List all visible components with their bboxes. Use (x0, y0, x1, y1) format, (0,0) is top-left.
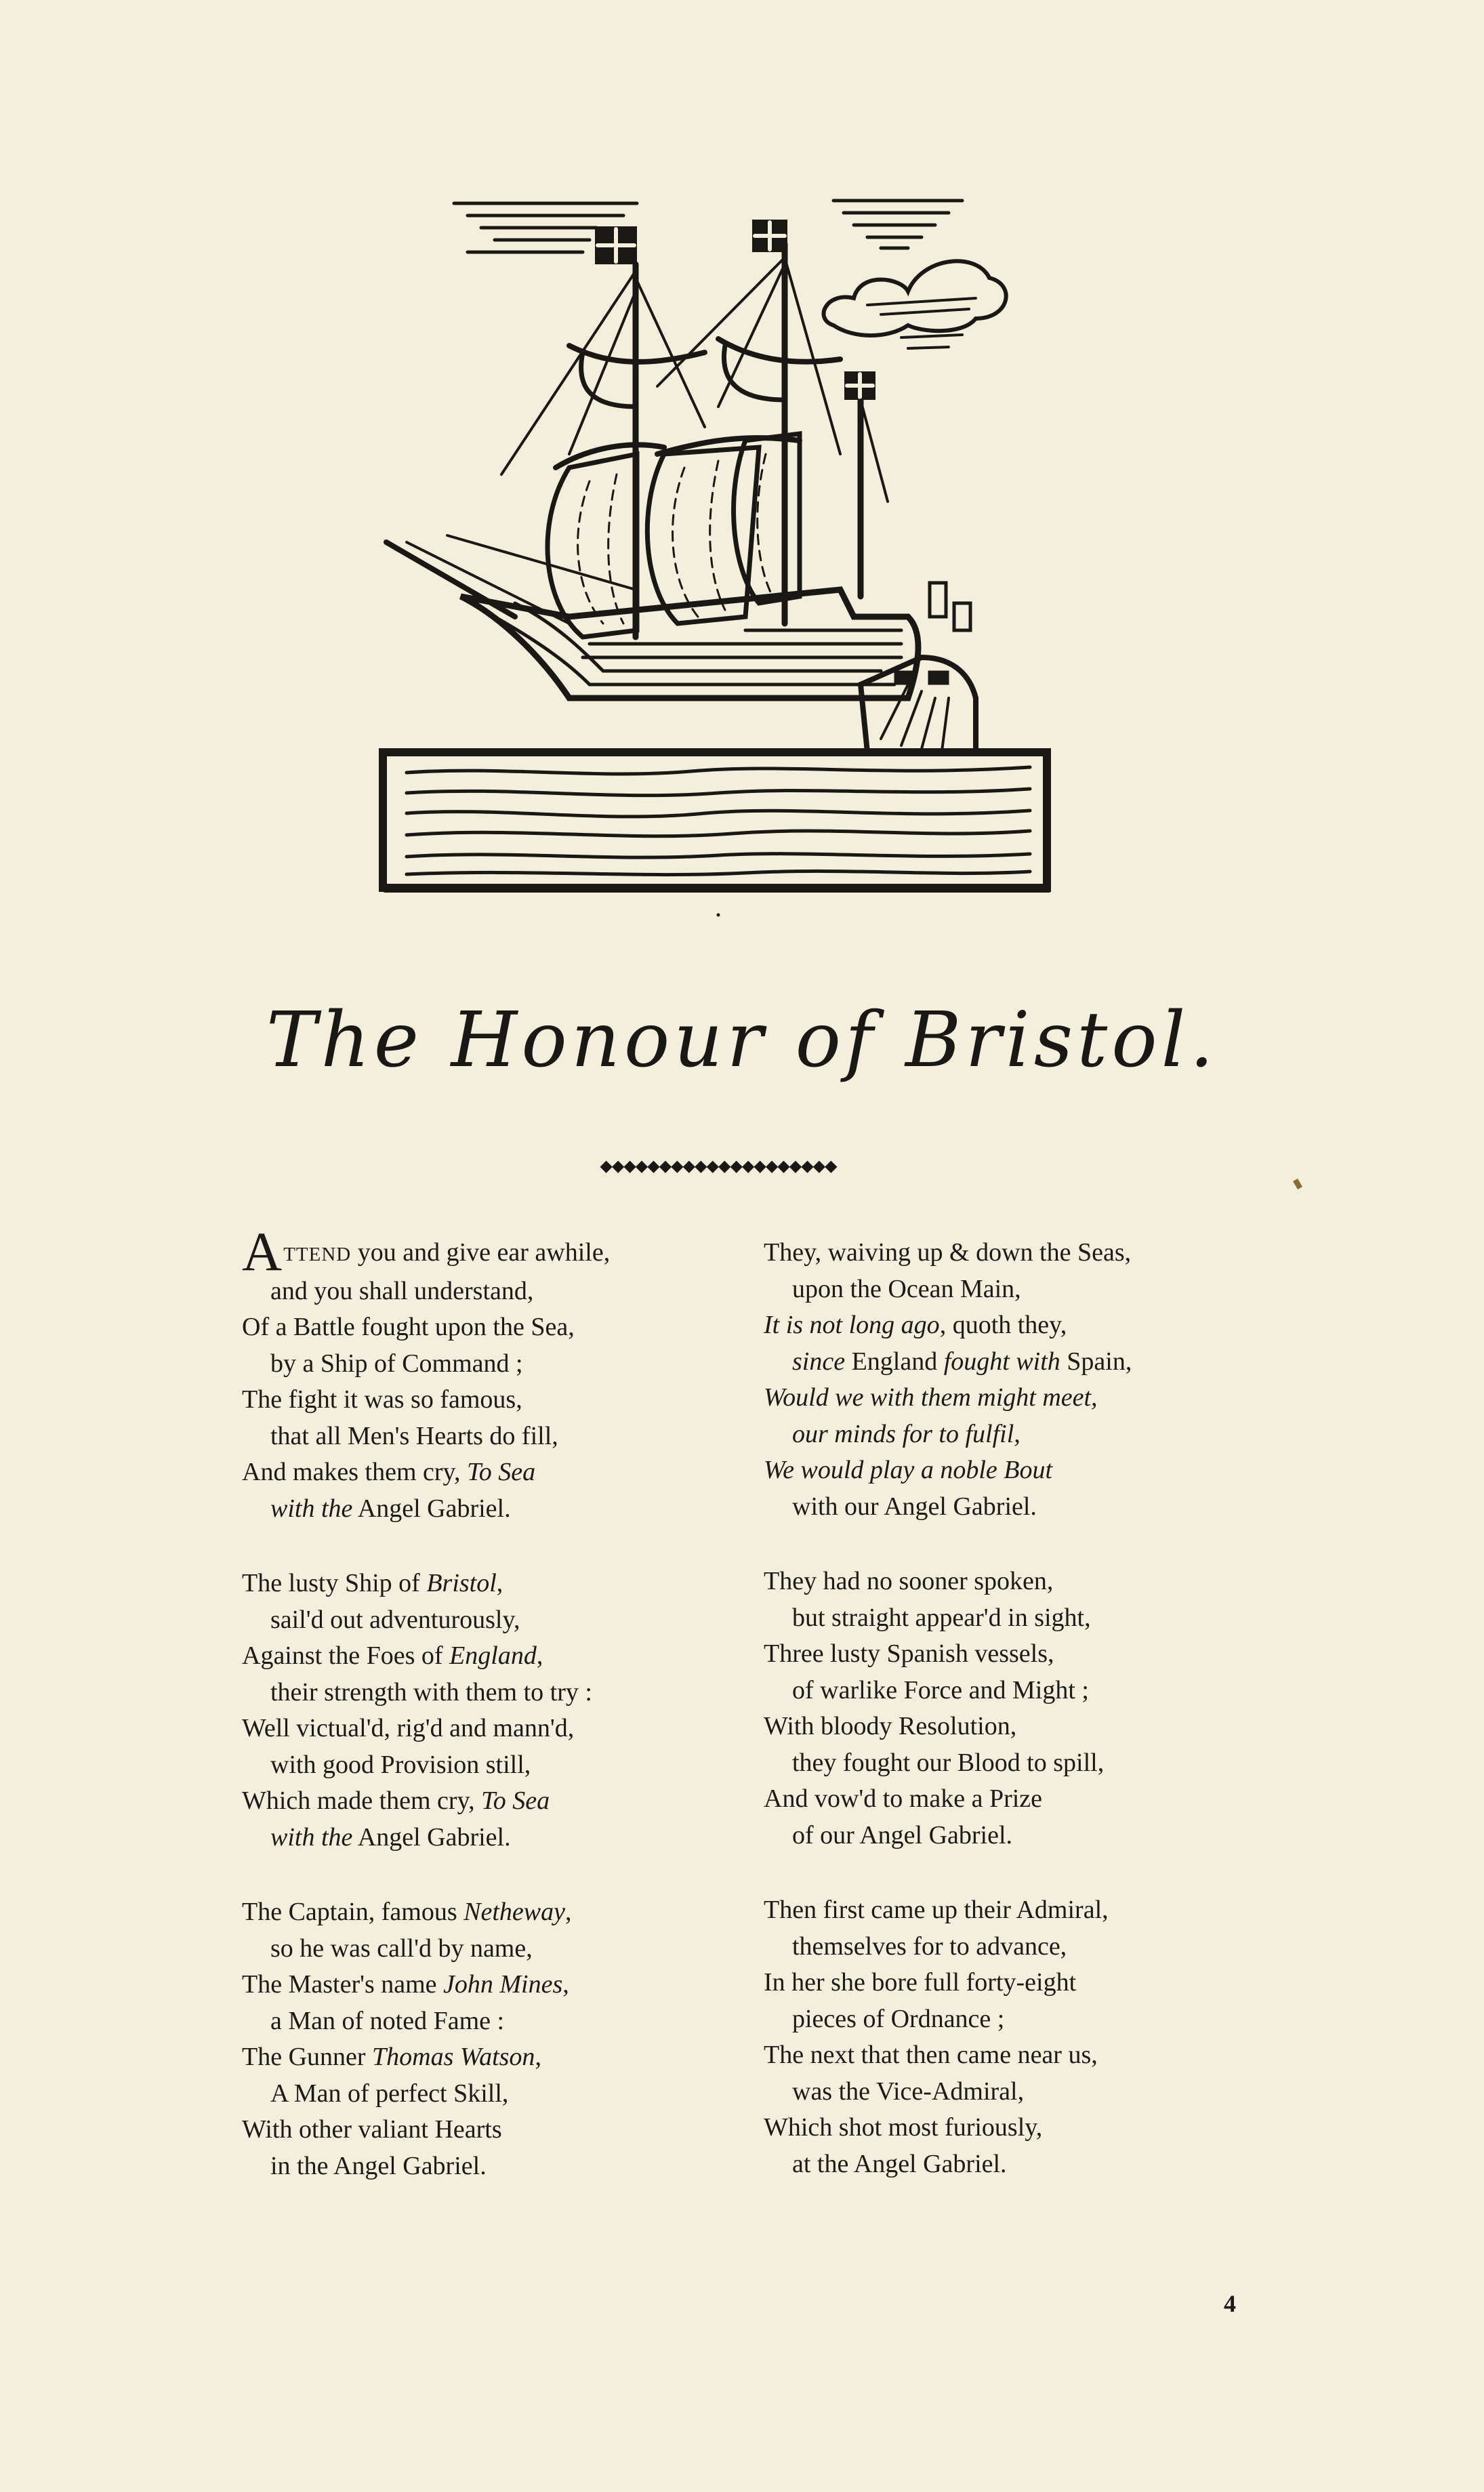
verse-line: Of a Battle fought upon the Sea, (242, 1313, 575, 1341)
poem-title: The Honour of Bristol. (266, 996, 1218, 1084)
verse-line: was the Vice-Admiral, (792, 2077, 1025, 2106)
verse-line: and you shall understand, (270, 1276, 534, 1305)
verse-line: It is not long ago, quoth they, (764, 1311, 1067, 1339)
verse-line: with the Angel Gabriel. (270, 1494, 511, 1523)
verse-line: that all Men's Hearts do fill, (270, 1421, 558, 1450)
verse-line: The Captain, famous Netheway, (242, 1898, 572, 1926)
verse-line: at the Angel Gabriel. (792, 2149, 1007, 2178)
small-caps-word: TTEND (283, 1244, 352, 1265)
verse-line: The Gunner Thomas Watson, (242, 2043, 541, 2071)
verse-line: themselves for to advance, (792, 1932, 1067, 1961)
verse-line: The fight it was so famous, (242, 1385, 522, 1414)
verse-line: with our Angel Gabriel. (792, 1492, 1037, 1521)
verse-line: by a Ship of Command ; (270, 1349, 523, 1378)
verse-line: We would play a noble Bout (764, 1456, 1053, 1484)
verse-line: Then first came up their Admiral, (764, 1896, 1109, 1924)
verse-line: And vow'd to make a Prize (764, 1784, 1043, 1813)
verse-line: And makes them cry, To Sea (242, 1458, 536, 1486)
stanza (764, 1235, 1279, 1525)
drop-cap: A (242, 1221, 283, 1282)
verse-line: Three lusty Spanish vessels, (764, 1639, 1054, 1668)
verse-line: In her she bore full forty-eight (764, 1968, 1077, 1997)
left-column (242, 1221, 757, 2223)
verse-line: Would we with them might meet, (764, 1383, 1098, 1412)
verse-line: they fought our Blood to spill, (792, 1748, 1105, 1777)
verse-line: They had no sooner spoken, (764, 1567, 1054, 1595)
verse-line: Well victual'd, rig'd and mann'd, (242, 1714, 575, 1742)
verse-line: their strength with them to try : (270, 1677, 592, 1707)
paper-speck (1293, 1179, 1302, 1189)
verse-line: With other valiant Hearts (242, 2115, 502, 2144)
verse-line: in the Angel Gabriel. (270, 2151, 487, 2180)
stanza (242, 1894, 757, 2184)
page-number: 4 (1224, 2290, 1236, 2317)
verse-line: A Man of perfect Skill, (270, 2079, 509, 2108)
verse-line: but straight appear'd in sight, (792, 1603, 1091, 1632)
stanza (242, 1566, 757, 1856)
right-column (764, 1235, 1279, 2221)
verse-line: Which made them cry, To Sea (242, 1786, 550, 1815)
stanza (764, 1564, 1279, 1854)
verse-line: Which shot most furiously, (764, 2113, 1043, 2142)
verse-line: with good Provision still, (270, 1750, 531, 1779)
verse-line: so he was call'd by name, (270, 1934, 533, 1963)
verse-line: our minds for to fulfil, (792, 1419, 1021, 1448)
verse-line: a Man of noted Fame : (270, 2006, 505, 2035)
verse-line: With bloody Resolution, (764, 1712, 1017, 1740)
verse-line: pieces of Ordnance ; (792, 2004, 1005, 2033)
stanza (764, 1892, 1279, 2182)
verse-line: They, waiving up & down the Seas, (764, 1238, 1132, 1267)
stanza (242, 1221, 757, 1527)
verse-line: Against the Foes of England, (242, 1641, 543, 1670)
verse-line: since England fought with Spain, (792, 1347, 1132, 1376)
verse-line: sail'd out adventurously, (270, 1605, 520, 1634)
verse-line: upon the Ocean Main, (792, 1274, 1021, 1303)
ship-woodcut-illustration (366, 183, 1084, 922)
ornament-divider: ◆◆◆◆◆◆◆◆◆◆◆◆◆◆◆◆◆◆◆◆ (600, 1158, 837, 1175)
verse-line: of warlike Force and Might ; (792, 1675, 1089, 1704)
verse-line: The Master's name John Mines, (242, 1970, 569, 1999)
verse-line: The next that then came near us, (764, 2041, 1098, 2069)
verse-line: ATTEND you and give ear awhile, (242, 1221, 611, 1282)
verse-line: with the Angel Gabriel. (270, 1822, 511, 1852)
verse-line: of our Angel Gabriel. (792, 1820, 1013, 1850)
verse-line: The lusty Ship of Bristol, (242, 1569, 503, 1597)
